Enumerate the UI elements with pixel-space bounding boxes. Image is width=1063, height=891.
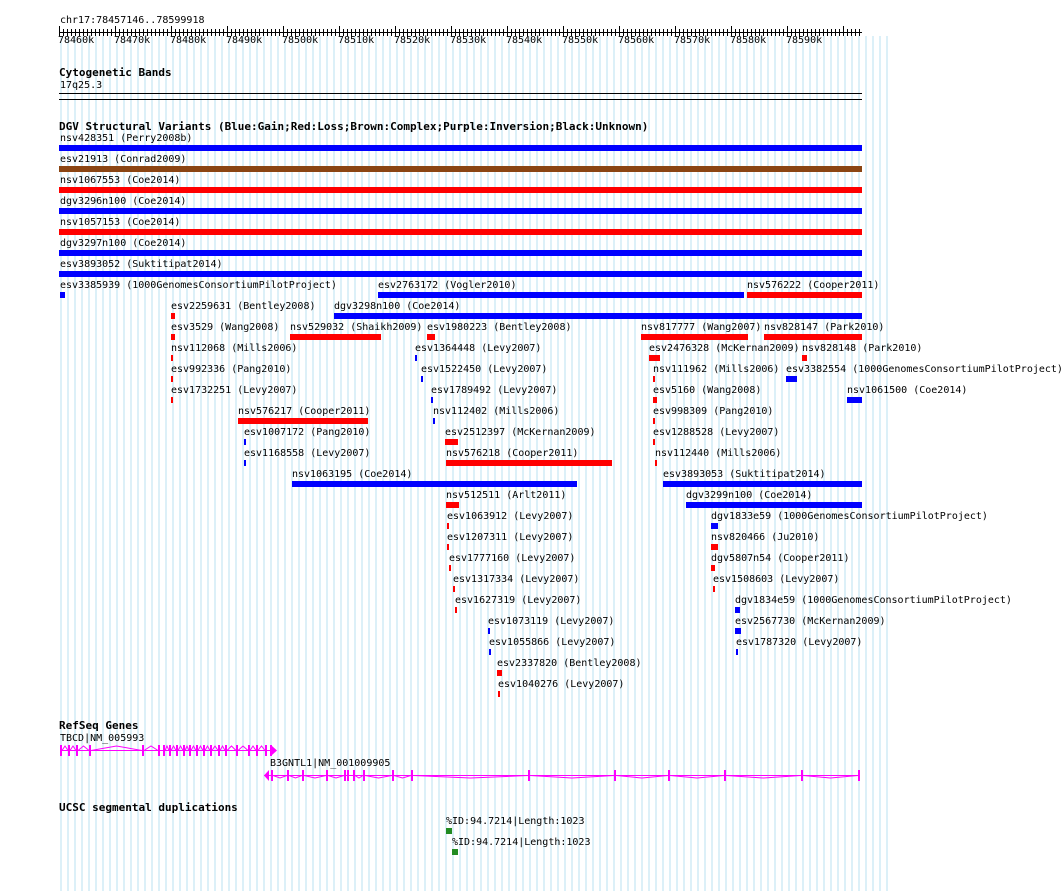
dgv-variant-label[interactable]: esv992336 (Pang2010) bbox=[171, 364, 292, 375]
dgv-variant-label[interactable]: esv1288528 (Levy2007) bbox=[653, 427, 780, 438]
dgv-variant-bar[interactable] bbox=[433, 418, 435, 424]
dgv-variant-label[interactable]: esv1789492 (Levy2007) bbox=[431, 385, 558, 396]
dgv-variant-label[interactable]: nsv1067553 (Coe2014) bbox=[60, 175, 181, 186]
gene-intron-chevron bbox=[220, 746, 225, 751]
cytoband-label: 17q25.3 bbox=[60, 80, 103, 91]
dgv-variant-bar[interactable] bbox=[802, 355, 807, 361]
gene-intron-chevron bbox=[250, 746, 256, 751]
segdup-block[interactable] bbox=[452, 849, 458, 855]
gene-exon bbox=[392, 770, 394, 781]
dgv-variant-label[interactable]: esv3382554 (1000GenomesConsortiumPilotProject) bbox=[786, 364, 1063, 375]
dgv-variant-bar[interactable] bbox=[244, 439, 246, 445]
ruler-tick-label: 78490k bbox=[226, 35, 263, 46]
segdup-label[interactable]: %ID:94.7214|Length:1023 bbox=[452, 837, 591, 848]
dgv-variant-label[interactable]: nsv576217 (Cooper2011) bbox=[238, 406, 371, 417]
segdup-block[interactable] bbox=[446, 828, 452, 834]
dgv-variant-bar[interactable] bbox=[653, 439, 655, 445]
gene-exon bbox=[169, 745, 171, 756]
dgv-variant-label[interactable]: esv1168558 (Levy2007) bbox=[244, 448, 371, 459]
dgv-variant-bar[interactable] bbox=[59, 145, 862, 151]
dgv-variant-label[interactable]: nsv828148 (Park2010) bbox=[802, 343, 923, 354]
dgv-variant-bar[interactable] bbox=[713, 586, 715, 592]
dgv-variant-bar[interactable] bbox=[711, 523, 718, 529]
dgv-variant-label[interactable]: nsv111962 (Mills2006) bbox=[653, 364, 780, 375]
gene-intron-chevron bbox=[78, 746, 89, 751]
dgv-variant-bar[interactable] bbox=[292, 481, 577, 487]
dgv-variant-label[interactable]: nsv1063195 (Coe2014) bbox=[292, 469, 413, 480]
dgv-variant-bar[interactable] bbox=[764, 334, 862, 340]
dgv-variant-label[interactable]: esv1508603 (Levy2007) bbox=[713, 574, 840, 585]
gene-strand-arrow bbox=[272, 746, 277, 755]
dgv-variant-label[interactable]: dgv3298n100 (Coe2014) bbox=[334, 301, 461, 312]
dgv-variant-bar[interactable] bbox=[735, 628, 741, 634]
dgv-variant-bar[interactable] bbox=[455, 607, 457, 613]
gene-exon bbox=[142, 745, 144, 756]
gene-exon bbox=[265, 745, 267, 756]
gene-exon bbox=[68, 745, 70, 756]
gene-exon bbox=[163, 745, 165, 756]
gene-exon bbox=[225, 745, 227, 756]
dgv-variant-bar[interactable] bbox=[59, 208, 862, 214]
dgv-variant-bar[interactable] bbox=[663, 481, 862, 487]
segdup-track-title: UCSC segmental duplications bbox=[59, 801, 238, 814]
dgv-variant-bar[interactable] bbox=[59, 187, 862, 193]
dgv-variant-label[interactable]: esv2337820 (Bentley2008) bbox=[497, 658, 642, 669]
dgv-variant-bar[interactable] bbox=[488, 628, 490, 634]
dgv-variant-bar[interactable] bbox=[171, 313, 175, 319]
dgv-variant-bar[interactable] bbox=[489, 649, 491, 655]
dgv-variant-bar[interactable] bbox=[446, 460, 612, 466]
dgv-variant-label[interactable]: dgv1833e59 (1000GenomesConsortiumPilotProject) bbox=[711, 511, 988, 522]
gene-strand-arrow bbox=[264, 770, 269, 781]
gene-exon bbox=[89, 745, 91, 756]
dgv-variant-bar[interactable] bbox=[736, 649, 738, 655]
dgv-variant-bar[interactable] bbox=[786, 376, 797, 382]
dgv-variant-label[interactable]: esv2512397 (McKernan2009) bbox=[445, 427, 596, 438]
ruler-tick-label: 78500k bbox=[282, 35, 319, 46]
dgv-variant-label[interactable]: esv1007172 (Pang2010) bbox=[244, 427, 371, 438]
gene-exon bbox=[411, 770, 413, 781]
gene-exon bbox=[287, 770, 289, 781]
dgv-variant-label[interactable]: esv2476328 (McKernan2009) bbox=[649, 343, 800, 354]
ruler-tick-label: 78580k bbox=[730, 35, 767, 46]
gene-exon bbox=[76, 745, 78, 756]
dgv-variant-label[interactable]: dgv1834e59 (1000GenomesConsortiumPilotProject) bbox=[735, 595, 1012, 606]
gene-exon bbox=[196, 745, 198, 756]
dgv-variant-label[interactable]: dgv3296n100 (Coe2014) bbox=[60, 196, 187, 207]
dgv-variant-bar[interactable] bbox=[747, 292, 862, 298]
gene-exon bbox=[353, 770, 355, 781]
dgv-variant-label[interactable]: dgv3299n100 (Coe2014) bbox=[686, 490, 813, 501]
gene-intron-chevron bbox=[258, 746, 265, 751]
gene-intron-chevron bbox=[238, 746, 248, 751]
dgv-variant-bar[interactable] bbox=[378, 292, 744, 298]
dgv-variant-bar[interactable] bbox=[686, 502, 862, 508]
dgv-variant-bar[interactable] bbox=[497, 670, 502, 676]
gene-exon bbox=[60, 745, 62, 756]
gene-exon bbox=[176, 745, 178, 756]
dgv-variant-label[interactable]: esv2567730 (McKernan2009) bbox=[735, 616, 886, 627]
ruler-tick-label: 78510k bbox=[338, 35, 375, 46]
dgv-variant-label[interactable]: esv1787320 (Levy2007) bbox=[736, 637, 863, 648]
dgv-variant-label[interactable]: esv1317334 (Levy2007) bbox=[453, 574, 580, 585]
dgv-variant-label[interactable]: esv1732251 (Levy2007) bbox=[171, 385, 298, 396]
gene-intron-chevron bbox=[70, 746, 76, 751]
gene-exon bbox=[158, 745, 160, 756]
gene-exon bbox=[347, 770, 349, 781]
ruler-tick-label: 78540k bbox=[506, 35, 543, 46]
dgv-variant-bar[interactable] bbox=[244, 460, 246, 466]
dgv-variant-bar[interactable] bbox=[449, 565, 451, 571]
dgv-variant-bar[interactable] bbox=[238, 418, 368, 424]
gene-exon bbox=[203, 745, 205, 756]
gene-intron-chevron bbox=[178, 746, 183, 751]
dgv-variant-label[interactable]: esv1364448 (Levy2007) bbox=[415, 343, 542, 354]
dgv-variant-label[interactable]: nsv576218 (Cooper2011) bbox=[446, 448, 579, 459]
gene-model-tbcd bbox=[60, 745, 277, 756]
gene-intron-chevron bbox=[205, 746, 210, 751]
dgv-variant-label[interactable]: nsv428351 (Perry2008b) bbox=[60, 133, 193, 144]
dgv-variant-label[interactable]: esv1073119 (Levy2007) bbox=[488, 616, 615, 627]
ruler-tick-label: 78570k bbox=[674, 35, 711, 46]
dgv-variant-label[interactable]: nsv112440 (Mills2006) bbox=[655, 448, 782, 459]
gene-model-b3gntl1 bbox=[264, 770, 860, 781]
ruler-tick-label: 78470k bbox=[114, 35, 151, 46]
segdup-label[interactable]: %ID:94.7214|Length:1023 bbox=[446, 816, 585, 827]
gene-exon bbox=[236, 745, 238, 756]
ruler-tick-label: 78560k bbox=[618, 35, 655, 46]
ruler-tick-label: 78550k bbox=[562, 35, 599, 46]
dgv-variant-bar[interactable] bbox=[290, 334, 381, 340]
dgv-variant-bar[interactable] bbox=[59, 250, 862, 256]
gene-exon bbox=[326, 770, 328, 781]
dgv-variant-bar[interactable] bbox=[655, 460, 657, 466]
ruler-tick-label: 78520k bbox=[394, 35, 431, 46]
dgv-variant-bar[interactable] bbox=[171, 334, 175, 340]
dgv-variant-label[interactable]: esv1063912 (Levy2007) bbox=[447, 511, 574, 522]
dgv-variant-label[interactable]: nsv512511 (Arlt2011) bbox=[446, 490, 567, 501]
dgv-variant-label[interactable]: esv3893053 (Suktitipat2014) bbox=[663, 469, 826, 480]
dgv-variant-bar[interactable] bbox=[59, 166, 862, 172]
dgv-variant-bar[interactable] bbox=[334, 313, 862, 319]
gene-exon bbox=[614, 770, 616, 781]
gene-intron-chevron bbox=[227, 746, 236, 751]
dgv-variant-bar[interactable] bbox=[649, 355, 660, 361]
gene-exon bbox=[858, 770, 860, 781]
dgv-variant-label[interactable]: nsv817777 (Wang2007) bbox=[641, 322, 762, 333]
dgv-variant-bar[interactable] bbox=[641, 334, 748, 340]
gene-label-tbcd[interactable]: TBCD|NM_005993 bbox=[60, 733, 145, 744]
dgv-variant-label[interactable]: nsv112068 (Mills2006) bbox=[171, 343, 298, 354]
dgv-variant-bar[interactable] bbox=[847, 397, 862, 403]
dgv-variant-bar[interactable] bbox=[60, 292, 65, 298]
dgv-variant-bar[interactable] bbox=[171, 355, 173, 361]
dgv-variant-bar[interactable] bbox=[427, 334, 435, 340]
gene-exon bbox=[270, 745, 272, 756]
gene-exon bbox=[668, 770, 670, 781]
dgv-variant-bar[interactable] bbox=[711, 544, 718, 550]
dgv-variant-label[interactable]: esv21913 (Conrad2009) bbox=[60, 154, 187, 165]
cytoband-line-bottom bbox=[59, 99, 862, 100]
refseq-track-title: RefSeq Genes bbox=[59, 719, 139, 732]
cytoband-track-title: Cytogenetic Bands bbox=[59, 66, 172, 79]
gene-exon bbox=[248, 745, 250, 756]
gene-label-b3gntl1[interactable]: B3GNTL1|NM_001009905 bbox=[270, 758, 391, 769]
dgv-variant-bar[interactable] bbox=[711, 565, 715, 571]
gene-exon bbox=[183, 745, 185, 756]
gene-intron-chevron bbox=[191, 746, 196, 751]
dgv-variant-bar[interactable] bbox=[498, 691, 500, 697]
gene-intron-chevron bbox=[144, 746, 158, 751]
ruler-tick-label: 78460k bbox=[58, 35, 95, 46]
dgv-variant-label[interactable]: esv1627319 (Levy2007) bbox=[455, 595, 582, 606]
dgv-variant-bar[interactable] bbox=[59, 229, 862, 235]
dgv-variant-bar[interactable] bbox=[653, 376, 655, 382]
dgv-variant-bar[interactable] bbox=[421, 376, 423, 382]
dgv-variant-label[interactable]: esv1207311 (Levy2007) bbox=[447, 532, 574, 543]
dgv-variant-label[interactable]: esv1522450 (Levy2007) bbox=[421, 364, 548, 375]
gene-exon bbox=[302, 770, 304, 781]
gene-exon bbox=[724, 770, 726, 781]
ruler-tick-label: 78480k bbox=[170, 35, 207, 46]
gene-exon bbox=[210, 745, 212, 756]
dgv-variant-label[interactable]: nsv1061500 (Coe2014) bbox=[847, 385, 968, 396]
gene-intron-chevron bbox=[91, 746, 142, 751]
dgv-variant-label[interactable]: esv2259631 (Bentley2008) bbox=[171, 301, 316, 312]
gene-intron-chevron bbox=[171, 746, 176, 751]
dgv-variant-label[interactable]: esv1055866 (Levy2007) bbox=[489, 637, 616, 648]
dgv-variant-label[interactable]: esv5160 (Wang2008) bbox=[653, 385, 762, 396]
dgv-variant-label[interactable]: dgv3297n100 (Coe2014) bbox=[60, 238, 187, 249]
dgv-variant-bar[interactable] bbox=[171, 397, 173, 403]
ruler-tick-label: 78590k bbox=[786, 35, 823, 46]
gene-exon bbox=[189, 745, 191, 756]
dgv-variant-label[interactable]: nsv112402 (Mills2006) bbox=[433, 406, 560, 417]
dgv-variant-label[interactable]: nsv828147 (Park2010) bbox=[764, 322, 885, 333]
gene-intron-chevron bbox=[185, 746, 189, 751]
gene-exon bbox=[256, 745, 258, 756]
gene-exon bbox=[363, 770, 365, 781]
dgv-variant-bar[interactable] bbox=[447, 544, 449, 550]
gene-exon bbox=[218, 745, 220, 756]
dgv-variant-label[interactable]: esv998309 (Pang2010) bbox=[653, 406, 774, 417]
ruler-tick-label: 78530k bbox=[450, 35, 487, 46]
dgv-variant-label[interactable]: nsv529032 (Shaikh2009) bbox=[290, 322, 423, 333]
dgv-variant-bar[interactable] bbox=[59, 271, 862, 277]
dgv-variant-label[interactable]: esv3385939 (1000GenomesConsortiumPilotProject) bbox=[60, 280, 337, 291]
dgv-variant-label[interactable]: esv1040276 (Levy2007) bbox=[498, 679, 625, 690]
dgv-variant-bar[interactable] bbox=[431, 397, 433, 403]
dgv-variant-bar[interactable] bbox=[445, 439, 458, 445]
dgv-variant-bar[interactable] bbox=[735, 607, 740, 613]
dgv-variant-bar[interactable] bbox=[447, 523, 449, 529]
dgv-variant-label[interactable]: esv2763172 (Vogler2010) bbox=[378, 280, 517, 291]
dgv-variant-label[interactable]: esv1980223 (Bentley2008) bbox=[427, 322, 572, 333]
dgv-variant-bar[interactable] bbox=[653, 397, 657, 403]
dgv-variant-bar[interactable] bbox=[446, 502, 459, 508]
dgv-variant-bar[interactable] bbox=[415, 355, 417, 361]
dgv-variant-label[interactable]: nsv576222 (Cooper2011) bbox=[747, 280, 880, 291]
dgv-variant-label[interactable]: esv1777160 (Levy2007) bbox=[449, 553, 576, 564]
gene-exon bbox=[344, 770, 346, 781]
dgv-track-title: DGV Structural Variants (Blue:Gain;Red:Loss;Brown:Complex;Purple:Inversion;Black:Unknown) bbox=[59, 120, 649, 133]
dgv-variant-label[interactable]: nsv820466 (Ju2010) bbox=[711, 532, 820, 543]
gene-intron-chevron bbox=[198, 746, 203, 751]
gene-exon bbox=[801, 770, 803, 781]
dgv-variant-bar[interactable] bbox=[453, 586, 455, 592]
dgv-variant-bar[interactable] bbox=[171, 376, 173, 382]
dgv-variant-label[interactable]: dgv5807n54 (Cooper2011) bbox=[711, 553, 850, 564]
dgv-variant-label[interactable]: esv3529 (Wang2008) bbox=[171, 322, 280, 333]
dgv-variant-label[interactable]: esv3893052 (Suktitipat2014) bbox=[60, 259, 223, 270]
dgv-variant-label[interactable]: nsv1057153 (Coe2014) bbox=[60, 217, 181, 228]
cytoband-line-top bbox=[59, 93, 862, 94]
dgv-variant-bar[interactable] bbox=[653, 418, 655, 424]
refseq-genes-glyphs bbox=[0, 730, 890, 850]
gene-exon bbox=[528, 770, 530, 781]
gene-exon bbox=[271, 770, 273, 781]
gene-intron-chevron bbox=[62, 746, 68, 751]
gene-intron-chevron bbox=[165, 746, 169, 751]
range-label: chr17:78457146..78599918 bbox=[60, 15, 205, 26]
gene-intron-chevron bbox=[212, 746, 218, 751]
